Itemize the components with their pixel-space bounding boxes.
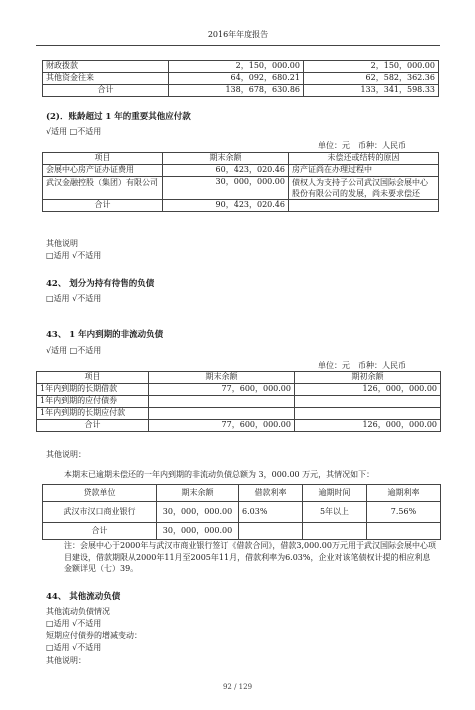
table-row — [43, 61, 439, 73]
subsection-label: 其他流动负债情况 — [46, 607, 110, 616]
table-cell — [303, 523, 367, 540]
column-header: 项目 — [43, 153, 163, 165]
table-row — [43, 502, 441, 523]
table-cell: 30，000，000.00 — [157, 502, 239, 523]
column-header: 逾期时间 — [303, 485, 367, 502]
table-header-row — [43, 153, 439, 165]
applicability-options: √适用 □不适用 — [46, 127, 102, 136]
column-header: 借款利率 — [239, 485, 303, 502]
header-rule — [36, 45, 440, 46]
table-row — [37, 384, 441, 396]
table-cell: 30，000，000.00 — [157, 523, 239, 540]
applicability-options: √适用 □不适用 — [46, 346, 102, 355]
table-cell — [367, 523, 441, 540]
table-cell: 合计 — [43, 85, 169, 97]
applicability-options: □适用 √不适用 — [46, 251, 102, 260]
table-cell: 1年内到期的长期应付款 — [37, 408, 149, 420]
table-cell: 2，150，000.00 — [304, 61, 439, 73]
column-header: 未偿还或结转的原因 — [289, 153, 439, 165]
overdue-loans-table — [42, 484, 441, 540]
table-cell: 60，423，020.46 — [163, 165, 289, 177]
table-row — [37, 396, 441, 408]
subsection-label: 短期应付债券的增减变动： — [46, 631, 142, 640]
overdue-summary-text: 本期末已逾期未偿还的一年内到期的非流动负债总额为 3，000.00 万元，其情况如下： — [64, 470, 375, 479]
table-cell: 债权人为支持子公司武汉国际会展中心股份有限公司的发展，尚未要求偿还 — [289, 177, 439, 200]
table-cell: 77，600，000.00 — [149, 420, 295, 432]
column-header: 期末余额 — [163, 153, 289, 165]
current-noncurrent-liabilities-table — [36, 371, 441, 432]
other-notes-label: 其他说明： — [46, 450, 86, 459]
aged-payables-table — [42, 152, 439, 212]
table-cell: 77，600，000.00 — [149, 384, 295, 396]
table-row — [43, 165, 439, 177]
table-row — [43, 85, 439, 97]
table-cell — [239, 523, 303, 540]
table-cell: 其他资金往来 — [43, 73, 169, 85]
table-cell: 90，423，020.46 — [163, 200, 289, 212]
column-header: 项目 — [37, 372, 149, 384]
column-header: 逾期利率 — [367, 485, 441, 502]
table-cell: 1年内到期的应付债券 — [37, 396, 149, 408]
table-cell — [149, 396, 295, 408]
other-notes-label: 其他说明： — [46, 656, 86, 665]
table-row — [43, 73, 439, 85]
other-notes-label: 其他说明 — [46, 239, 78, 248]
table-cell: 126，000，000.00 — [295, 384, 441, 396]
section-title: 42、 划分为持有待售的负债 — [46, 279, 155, 289]
page-header: 2016年年度报告 — [207, 30, 269, 39]
table-cell — [295, 396, 441, 408]
table-cell: 6.03% — [239, 502, 303, 523]
column-header: 期末余额 — [157, 485, 239, 502]
table-cell: 5年以上 — [303, 502, 367, 523]
table-cell: 会展中心房产证办证费用 — [43, 165, 163, 177]
table-cell: 武汉市汉口商业银行 — [43, 502, 157, 523]
table-row — [43, 177, 439, 200]
footnote: 注：会展中心于2000年与武汉市商业银行签订《借款合同》，借款3,000.00万元用于武汉国际会展中心项目建设，借款期限从2000年11月至2005年11月，借款利率为6.03%，企业对该笔债权计提的相应利息金额详见（七）39。 — [64, 541, 436, 573]
table-row — [37, 420, 441, 432]
table-cell — [149, 408, 295, 420]
table-cell: 武汉金融控股（集团）有限公司 — [43, 177, 163, 200]
unit-label: 单位：元 币种：人民币 — [318, 361, 406, 370]
table-cell: 房产证尚在办理过程中 — [289, 165, 439, 177]
other-payables-table — [42, 60, 439, 97]
table-cell: 126，000，000.00 — [295, 420, 441, 432]
table-cell: 财政拨款 — [43, 61, 169, 73]
table-cell: 合计 — [43, 523, 157, 540]
column-header: 期初余额 — [295, 372, 441, 384]
table-cell: 7.56% — [367, 502, 441, 523]
column-header: 贷款单位 — [43, 485, 157, 502]
table-row — [43, 523, 441, 540]
table-cell — [289, 200, 439, 212]
table-cell: 138，678，630.86 — [169, 85, 304, 97]
table-cell: 合计 — [37, 420, 149, 432]
table-cell: 30，000，000.00 — [163, 177, 289, 200]
section-title: 44、 其他流动负债 — [46, 592, 121, 602]
page-number: 92 / 129 — [222, 683, 253, 691]
table-cell: 2，150，000.00 — [169, 61, 304, 73]
table-cell: 62，582，362.36 — [304, 73, 439, 85]
table-cell: 合计 — [43, 200, 163, 212]
table-header-row — [37, 372, 441, 384]
applicability-options: □适用 √不适用 — [46, 619, 102, 628]
column-header: 期末余额 — [149, 372, 295, 384]
table-cell: 1年内到期的长期借款 — [37, 384, 149, 396]
applicability-options: □适用 √不适用 — [46, 643, 102, 652]
applicability-options: □适用 √不适用 — [46, 294, 102, 303]
table-row — [37, 408, 441, 420]
table-row — [43, 200, 439, 212]
section-title: 43、 1 年内到期的非流动负债 — [46, 330, 164, 340]
table-cell: 133，341，598.33 — [304, 85, 439, 97]
table-cell — [295, 408, 441, 420]
table-cell: 64，092，680.21 — [169, 73, 304, 85]
section-title: (2)．账龄超过 1 年的重要其他应付款 — [46, 112, 191, 122]
unit-label: 单位：元 币种：人民币 — [318, 141, 406, 150]
table-header-row — [43, 485, 441, 502]
